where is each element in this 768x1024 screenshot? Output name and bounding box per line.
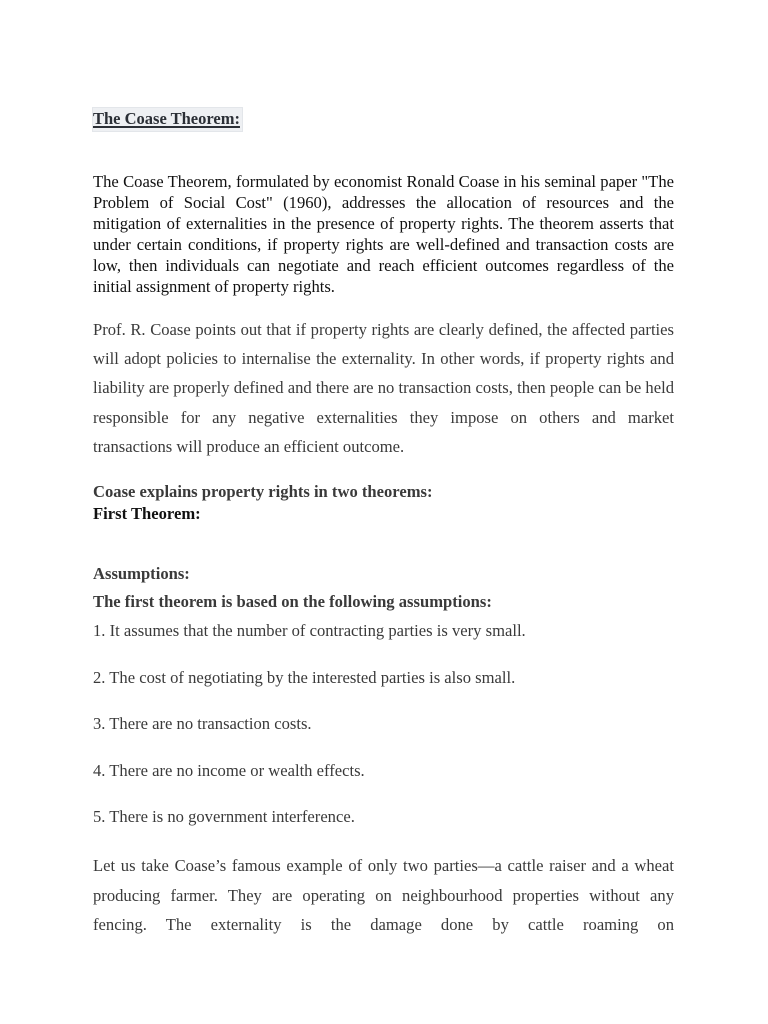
assumption-item: 3. There are no transaction costs. — [93, 714, 312, 733]
first-theorem-heading: First Theorem: — [93, 504, 201, 523]
assumption-item: 5. There is no government interference. — [93, 807, 355, 826]
coase-paragraph: Prof. R. Coase points out that if property rights are clearly defined, the affected parties will adopt policies to internalise the externality. In other words, if property rights and liability are properly defined and there are no transaction costs, then people can be held responsible for any negative externalities they impose on others and market transactions will produce an efficient outcome. — [93, 320, 674, 456]
assumptions-intro: The first theorem is based on the following assumptions: — [93, 592, 492, 611]
example-paragraph: Let us take Coase’s famous example of only two parties—a cattle raiser and a wheat producing farmer. They are operating on neighbourhood properties without any fencing. The externality is the damage done by cattle roaming on — [93, 856, 674, 935]
assumption-item: 4. There are no income or wealth effects. — [93, 761, 365, 780]
page-title: The Coase Theorem: — [93, 108, 242, 131]
intro-paragraph: The Coase Theorem, formulated by economist Ronald Coase in his seminal paper "The Problem of Social Cost" (1960), addresses the allocation of resources and the mitigation of externalities in the presence of property rights. The theorem asserts that under certain conditions, if property rights are well-defined and transaction costs are low, then individuals can negotiate and reach efficient outcomes regardless of the initial assignment of property rights. — [93, 172, 674, 296]
two-theorems-heading: Coase explains property rights in two theorems: — [93, 482, 433, 501]
assumption-item: 1. It assumes that the number of contracting parties is very small. — [93, 621, 526, 640]
assumption-item: 2. The cost of negotiating by the interested parties is also small. — [93, 668, 516, 687]
assumptions-heading: Assumptions: — [93, 564, 190, 583]
